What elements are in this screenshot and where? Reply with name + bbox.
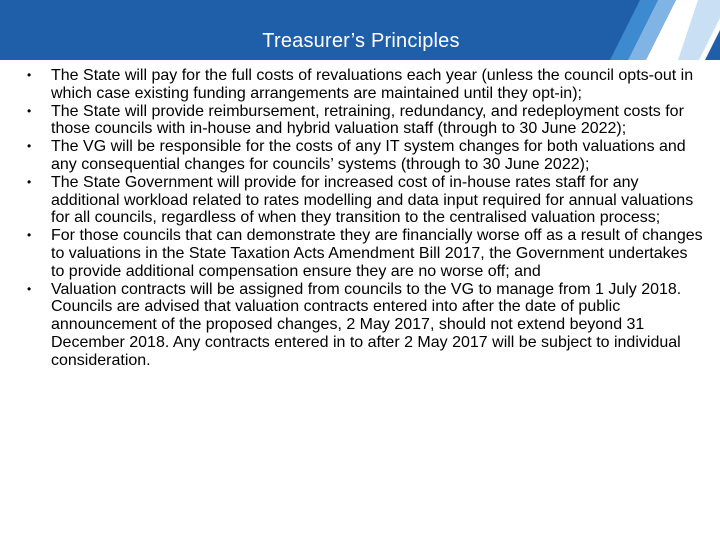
list-item <box>24 174 704 227</box>
list-item <box>24 227 704 280</box>
list-item <box>24 281 704 370</box>
bullet-icon: • <box>27 68 32 82</box>
bullet-icon: • <box>27 103 32 118</box>
list-item <box>24 103 704 139</box>
bullet-icon: • <box>27 174 32 189</box>
bullet-icon: • <box>27 139 32 154</box>
bullet-icon: • <box>27 228 32 243</box>
list-item-text: The State will provide reimbursement, retraining, redundancy, and redeployment costs for those councils with in-house and hybrid valuation staff (through to 30 June 2022); <box>51 102 684 138</box>
principles-list-container <box>24 67 704 370</box>
list-item <box>24 138 704 174</box>
list-item-text: Valuation contracts will be assigned from councils to the VG to manage from 1 July 2018. Councils are advised that valuation contracts entered into after the date of public announcement of the proposed changes, 2 May 2017, should not extend beyond 31 December 2018. Any contracts entered in to after 2 May 2017 will be subject to individual consideration. <box>51 280 682 369</box>
list-item-text: The State will pay for the full costs of revaluations each year (unless the council opts-out in which case existing funding arrangements are maintained until they opt-in); <box>51 67 694 102</box>
list-item <box>24 67 704 103</box>
list-item-text: The State Government will provide for increased cost of in-house rates staff for any additional workload related to rates modelling and data input required for annual valuations for all councils, regardless of when they transition to the centralised valuation process; <box>51 173 694 227</box>
list-item-text: The VG will be responsible for the costs of any IT system changes for both valuations and any consequential changes for councils’ systems (through to 30 June 2022); <box>51 138 686 173</box>
title-bar <box>0 0 720 60</box>
bullet-icon: • <box>27 281 32 296</box>
page-title: Treasurer’s Principles <box>262 30 460 52</box>
list-item-text: For those councils that can demonstrate they are financially worse off as a result of changes to valuations in the State Taxation Acts Amendment Bill 2017, the Government undertakes to provide additional compensation ensure they are no worse off; and <box>51 227 703 280</box>
principles-list <box>24 67 704 370</box>
